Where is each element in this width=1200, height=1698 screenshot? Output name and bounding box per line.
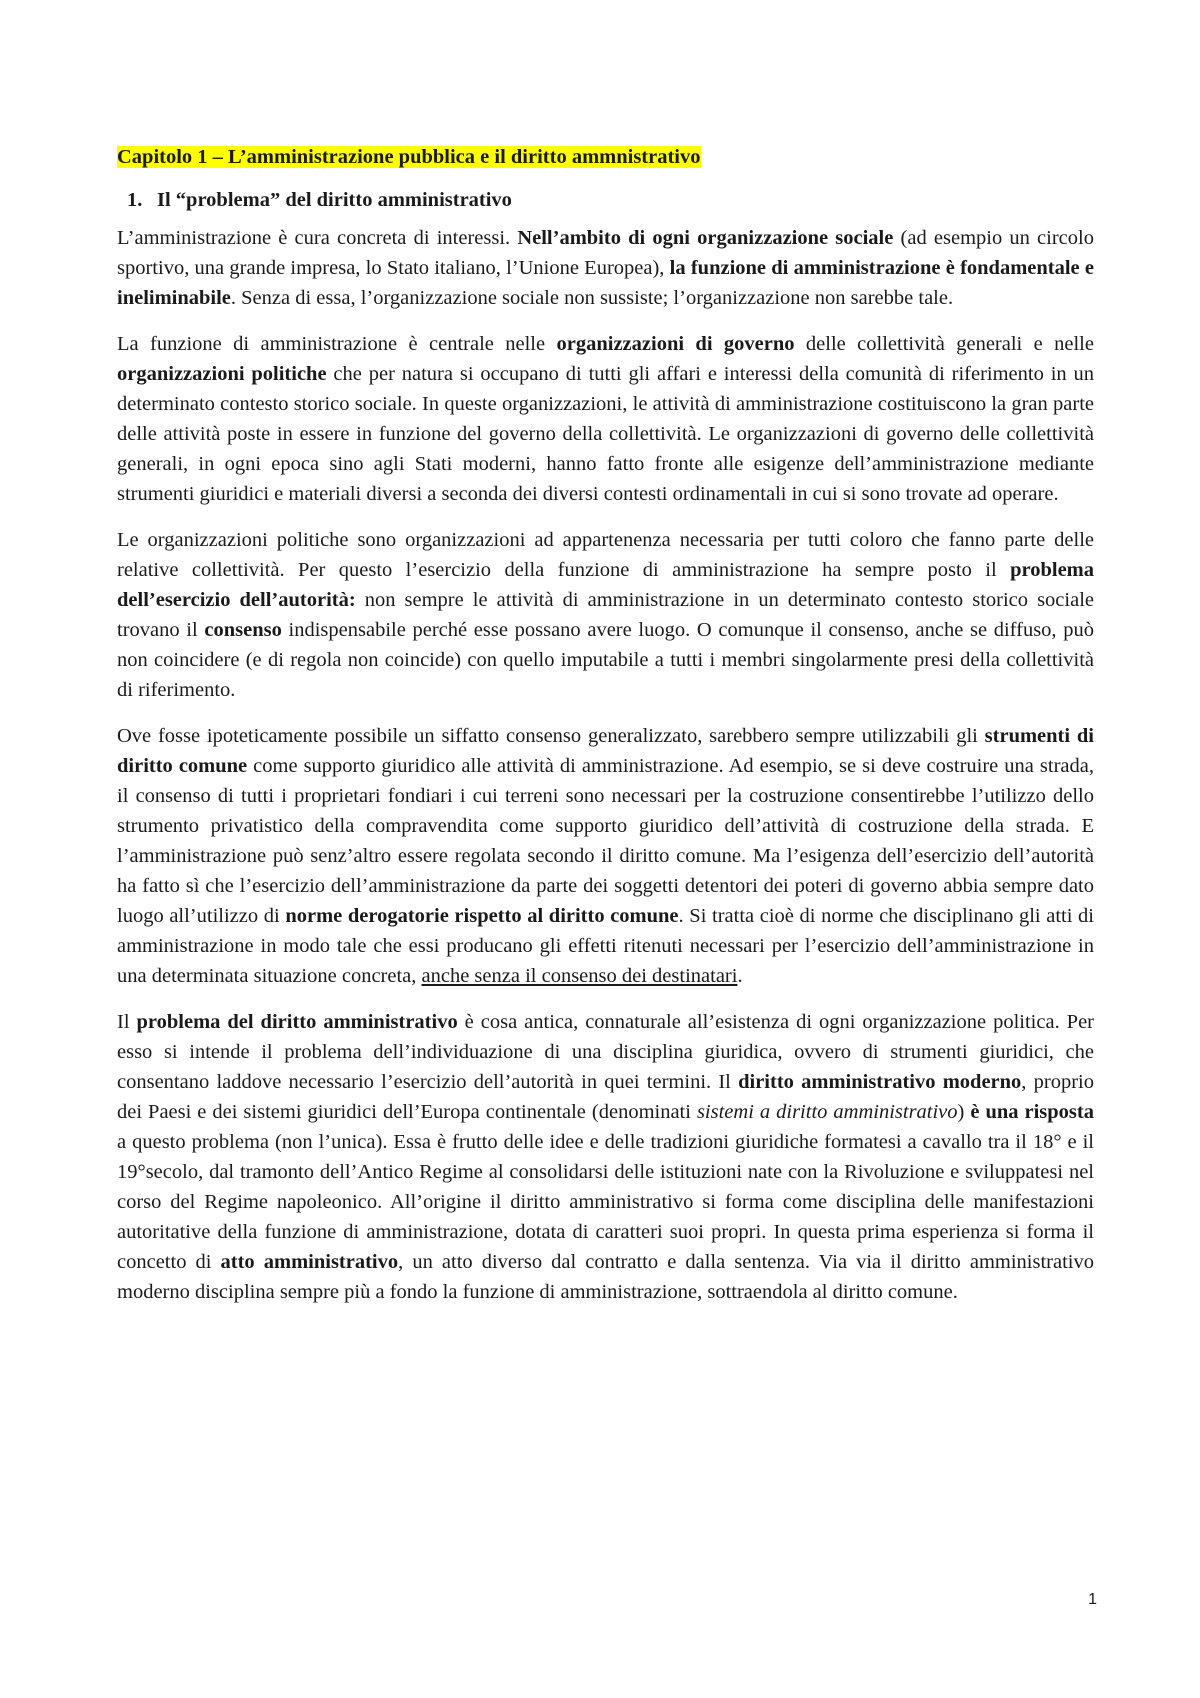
text-run: delle collettività generali e nelle [794,333,1094,355]
section-number: 1. [127,189,143,211]
bold-run: strumenti di diritto comune [117,725,1094,777]
text-run: La funzione di amministrazione è centrale nelle [117,333,557,355]
text-run: indispensabile perché esse possano avere luogo. O comunque il consenso, anche se diffuso, può non coincidere (e di regola non coincide) con quello imputabile a tutti i membri singolarmente presi della collettività di riferimento. [117,619,1094,701]
text-run: , un atto diverso dal contratto e dalla sentenza. Via via il diritto amministrativo moderno disciplina sempre più a fondo la funzione di amministrazione, sottraendola al diritto comune. [117,1251,1094,1303]
text-run: (ad esempio un circolo sportivo, una grande impresa, lo Stato italiano, l’Unione Europea), [117,227,1094,279]
text-run: . Senza di essa, l’organizzazione sociale non sussiste; l’organizzazione non sarebbe tale. [230,287,954,309]
document-body [117,142,1094,1307]
text-run: Le organizzazioni politiche sono organizzazioni ad appartenenza necessaria per tutti coloro che fanno parte delle relative collettività. Per questo l’esercizio della funzione di amministrazione ha sempre posto il [117,529,1094,581]
text-run: , proprio dei Paesi e dei sistemi giuridici dell’Europa continentale (denominati [117,1071,1094,1123]
paragraph-5 [117,1007,1094,1307]
bold-run: problema del diritto amministrativo [136,1011,458,1033]
paragraph-3 [117,525,1094,705]
underlined-run: anche senza il consenso dei destinatari [421,965,738,987]
text-run: a questo problema (non l’unica). Essa è frutto delle idee e delle tradizioni giuridiche formatesi a cavallo tra il 18° e il 19°secolo, dal tramonto dell’Antico Regime al consolidarsi delle istituzioni nate con la Rivoluzione e sviluppatesi nel corso del Regime napoleonico. All’origine il diritto amministrativo si forma come disciplina delle manifestazioni autoritative della funzione di amministrazione, dotata di caratteri suoi propri. In questa prima esperienza si forma il concetto di [117,1131,1094,1273]
bold-run: Nell’ambito di ogni organizzazione sociale [517,227,894,249]
bold-run: organizzazioni di governo [556,333,795,355]
text-run: . [737,965,743,987]
paragraph-4 [117,721,1094,991]
text-run: come supporto giuridico alle attività di amministrazione. Ad esempio, se si deve costruire una strada, il consenso di tutti i proprietari fondiari i cui terreni sono necessari per la costruzione consentirebbe l’utilizzo dello strumento privatistico della compravendita come supporto giuridico dell’attività di costruzione della strada. E l’amministrazione può senz’altro essere regolata secondo il diritto comune. Ma l’esigenza dell’esercizio dell’autorità ha fatto sì che l’esercizio dell’amministrazione da parte dei soggetti detentori dei poteri di governo abbia sempre dato luogo all’utilizzo di [117,755,1094,927]
paragraph-2 [117,329,1094,509]
text-run: che per natura si occupano di tutti gli affari e interessi della comunità di riferimento in un determinato contesto storico sociale. In queste organizzazioni, le attività di amministrazione costituiscono la gran parte delle attività poste in essere in funzione del governo della collettività. Le organizzazioni di governo delle collettività generali, in ogni epoca sino agli Stati moderni, hanno fatto fronte alle esigenze dell’amministrazione mediante strumenti giuridici e materiali diversi a seconda dei diversi contesti ordinamentali in cui si sono trovate ad operare. [117,363,1094,505]
bold-run: la funzione di amministrazione è fondamentale e ineliminabile [117,257,1094,309]
bold-run: organizzazioni politiche [117,363,327,385]
text-run: . Si tratta cioè di norme che disciplinano gli atti di amministrazione in modo tale che essi producano gli effetti ritenuti necessari per l’esercizio dell’amministrazione in una determinata situazione concreta, [117,905,1094,987]
text-run: è cosa antica, connaturale all’esistenza di ogni organizzazione politica. Per esso si intende il problema dell’individuazione di una disciplina giuridica, ovvero di strumenti giuridici, che consentano laddove necessario l’esercizio dell’autorità in quei termini. Il [117,1011,1094,1093]
text-run: Ove fosse ipoteticamente possibile un siffatto consenso generalizzato, sarebbero sempre utilizzabili gli [117,725,985,747]
chapter-title [117,142,1094,172]
bold-run: è una risposta [970,1101,1094,1123]
text-run: Il [117,1011,137,1033]
bold-run: consenso [204,619,282,641]
bold-run: atto amministrativo [220,1251,399,1273]
italic-run: sistemi a diritto amministrativo [696,1101,958,1123]
bold-run: diritto amministrativo moderno [738,1071,1022,1093]
paragraph-1 [117,223,1094,313]
text-run: ) [957,1101,971,1123]
bold-run: problema dell’esercizio dell’autorità: [117,559,1094,611]
chapter-title-text: Capitolo 1 – L’amministrazione pubblica e il diritto ammnistrativo [117,146,701,168]
section-heading [117,185,1094,215]
bold-run: norme derogatorie rispetto al diritto comune [285,905,679,927]
text-run: non sempre le attività di amministrazione in un determinato contesto storico sociale trovano il [117,589,1094,641]
section-title: Il “problema” del diritto amministrativo [157,189,512,211]
text-run: L’amministrazione è cura concreta di interessi. [117,227,518,249]
page-number: 1 [1088,1591,1097,1608]
